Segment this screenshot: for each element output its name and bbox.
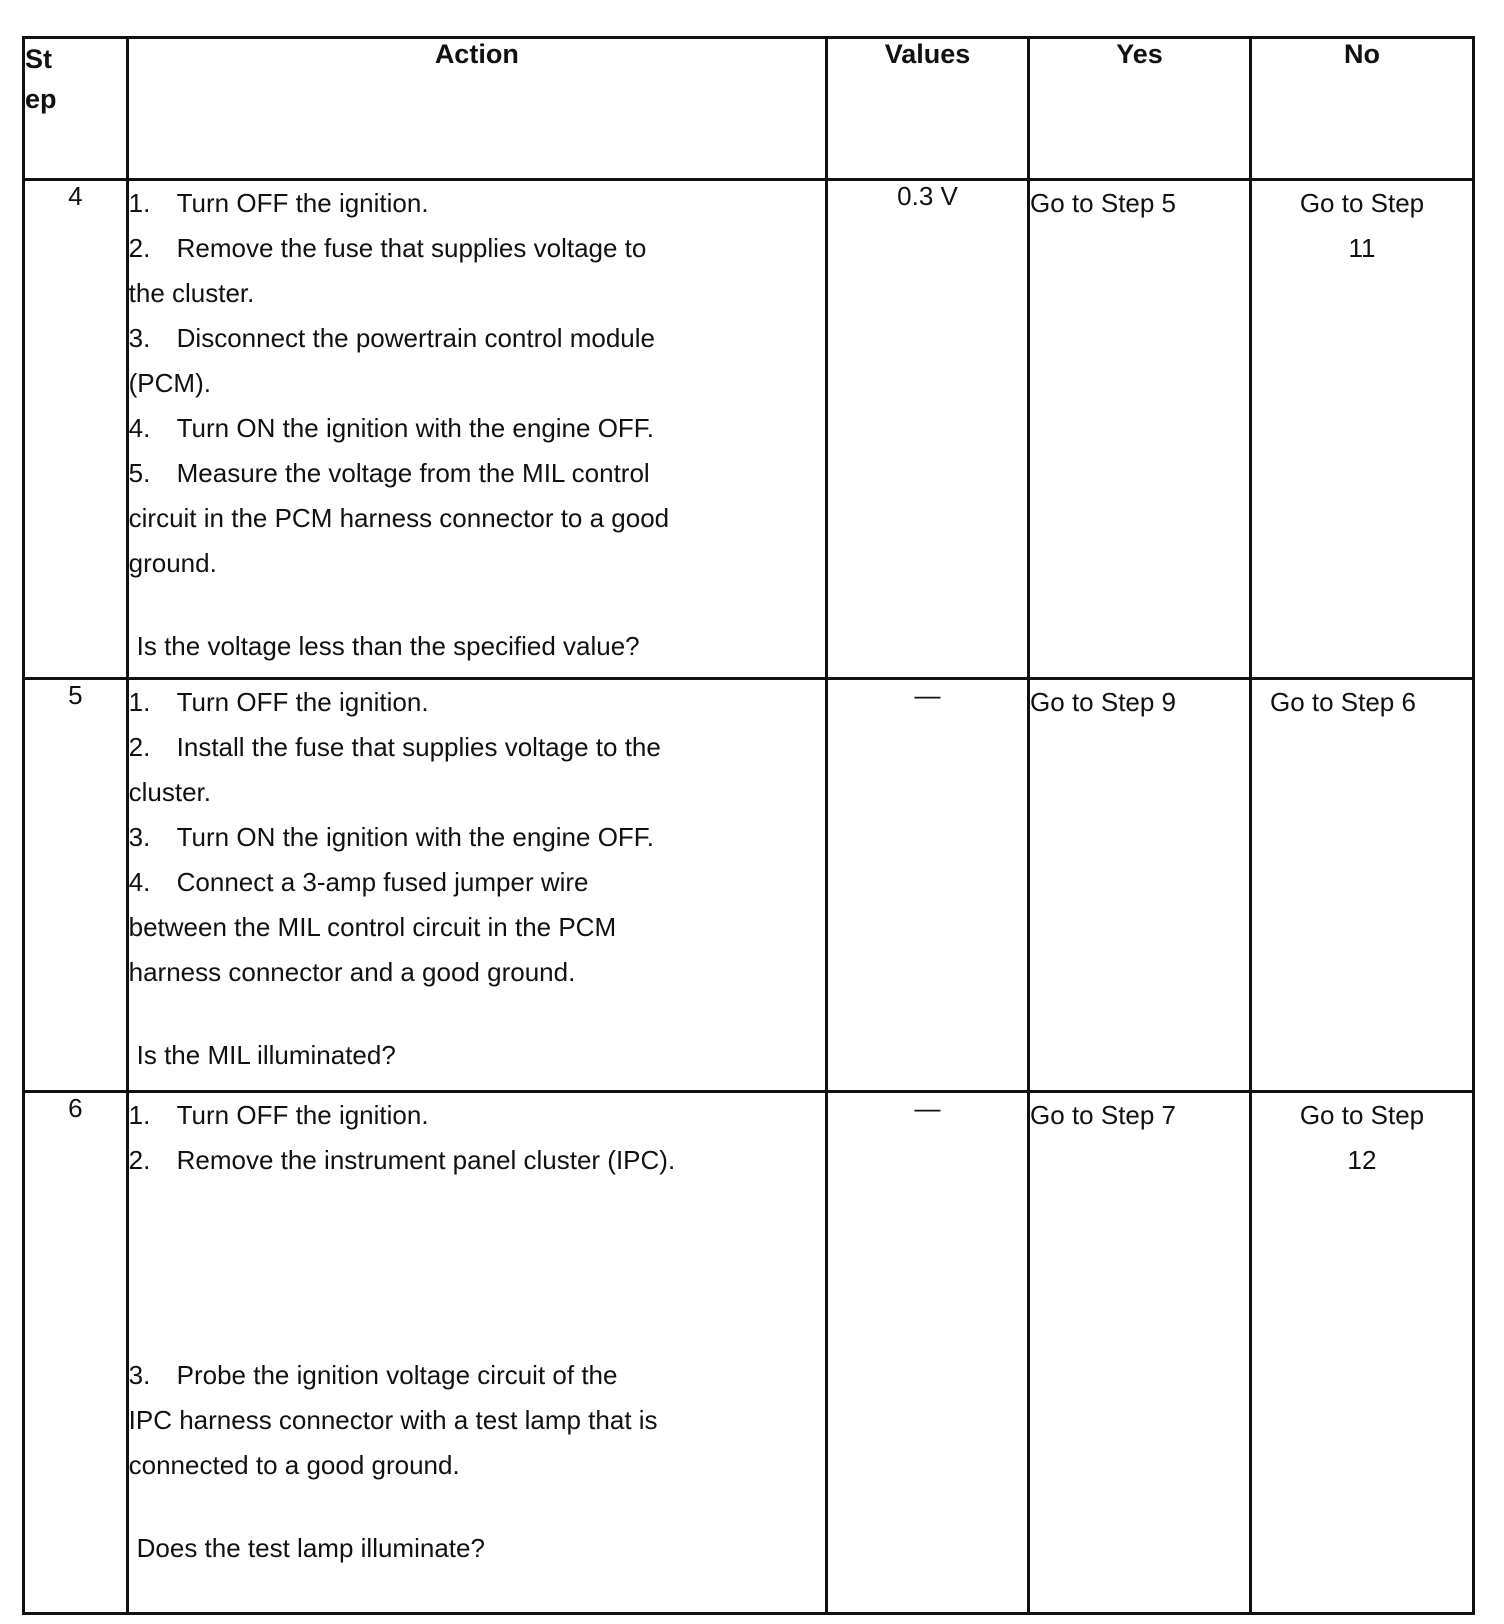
item-number: 1. bbox=[128, 687, 151, 717]
header-action: Action bbox=[127, 38, 826, 180]
item-number: 2. bbox=[128, 233, 151, 263]
item-continuation: connected to a good ground. bbox=[128, 1450, 460, 1480]
no-line2: 12 bbox=[1347, 1145, 1377, 1175]
item-text: Turn ON the ignition with the engine OFF. bbox=[176, 822, 655, 852]
no-cell bbox=[1250, 1092, 1473, 1614]
item-continuation: cluster. bbox=[128, 777, 212, 807]
action-item bbox=[129, 406, 825, 451]
action-item bbox=[129, 226, 825, 271]
header-row bbox=[24, 38, 1474, 180]
action-question: Is the voltage less than the specified value? bbox=[136, 631, 640, 661]
action-item bbox=[129, 1138, 825, 1183]
action-cell bbox=[127, 679, 826, 1092]
item-text: Probe the ignition voltage circuit of the bbox=[176, 1360, 618, 1390]
yes-cell: Go to Step 5 bbox=[1029, 180, 1251, 679]
item-continuation: (PCM). bbox=[128, 368, 211, 398]
header-values: Values bbox=[826, 38, 1028, 180]
action-item bbox=[129, 725, 825, 770]
item-text: Connect a 3-amp fused jumper wire bbox=[176, 867, 589, 897]
step-number: 5 bbox=[24, 679, 128, 1092]
item-number: 4. bbox=[128, 867, 151, 897]
action-item bbox=[129, 181, 825, 226]
item-number: 1. bbox=[128, 1100, 151, 1130]
item-text: Disconnect the powertrain control module bbox=[176, 323, 655, 353]
yes-cell: Go to Step 7 bbox=[1029, 1092, 1251, 1614]
table-row-step-6 bbox=[24, 1092, 1474, 1614]
item-number: 4. bbox=[128, 413, 151, 443]
item-text: Remove the fuse that supplies voltage to bbox=[176, 233, 647, 263]
no-cell: Go to Step 6 bbox=[1250, 679, 1473, 1092]
item-text: Turn ON the ignition with the engine OFF. bbox=[176, 413, 655, 443]
step-number: 4 bbox=[24, 180, 128, 679]
item-text: Measure the voltage from the MIL control bbox=[176, 458, 650, 488]
action-item bbox=[129, 316, 825, 361]
item-number: 1. bbox=[128, 188, 151, 218]
action-cell bbox=[127, 180, 826, 679]
table-row-step-4 bbox=[24, 180, 1474, 679]
item-text: Install the fuse that supplies voltage to the bbox=[176, 732, 661, 762]
header-step-line1: St bbox=[25, 44, 52, 74]
item-continuation: harness connector and a good ground. bbox=[128, 957, 576, 987]
item-number: 3. bbox=[128, 323, 151, 353]
values-cell bbox=[826, 1092, 1028, 1614]
values-cell: 0.3 V bbox=[826, 180, 1028, 679]
item-number: 2. bbox=[128, 1145, 151, 1175]
action-item bbox=[129, 860, 825, 905]
header-step-line2: ep bbox=[25, 84, 57, 114]
no-line1: Go to Step bbox=[1299, 188, 1425, 218]
item-continuation: between the MIL control circuit in the PCM bbox=[128, 912, 617, 942]
item-number: 3. bbox=[128, 822, 151, 852]
item-text: Remove the instrument panel cluster (IPC). bbox=[176, 1145, 676, 1175]
values-cell bbox=[826, 679, 1028, 1092]
header-step bbox=[24, 38, 128, 180]
item-number: 2. bbox=[128, 732, 151, 762]
action-item bbox=[129, 680, 825, 725]
action-item bbox=[129, 815, 825, 860]
em-dash: — bbox=[914, 680, 941, 710]
item-continuation: the cluster. bbox=[128, 278, 255, 308]
item-continuation: circuit in the PCM harness connector to a good bbox=[128, 503, 670, 533]
action-item bbox=[129, 1093, 825, 1138]
no-line2: 11 bbox=[1348, 233, 1376, 263]
header-yes: Yes bbox=[1029, 38, 1251, 180]
step-number: 6 bbox=[24, 1092, 128, 1614]
no-line1: Go to Step bbox=[1299, 1100, 1425, 1130]
action-question: Is the MIL illuminated? bbox=[136, 1040, 396, 1070]
table-row-step-5 bbox=[24, 679, 1474, 1092]
diagnostic-table bbox=[22, 36, 1475, 1615]
header-no: No bbox=[1250, 38, 1473, 180]
item-text: Turn OFF the ignition. bbox=[176, 188, 429, 218]
action-question: Does the test lamp illuminate? bbox=[136, 1533, 485, 1563]
item-continuation: IPC harness connector with a test lamp that is bbox=[128, 1405, 658, 1435]
yes-cell: Go to Step 9 bbox=[1029, 679, 1251, 1092]
em-dash: — bbox=[914, 1093, 941, 1123]
item-number: 5. bbox=[128, 458, 151, 488]
item-continuation: ground. bbox=[128, 548, 217, 578]
action-cell bbox=[127, 1092, 826, 1614]
item-number: 3. bbox=[128, 1360, 151, 1390]
action-item bbox=[129, 1353, 825, 1398]
item-text: Turn OFF the ignition. bbox=[176, 1100, 429, 1130]
action-item bbox=[129, 451, 825, 496]
no-cell bbox=[1250, 180, 1473, 679]
item-text: Turn OFF the ignition. bbox=[176, 687, 429, 717]
